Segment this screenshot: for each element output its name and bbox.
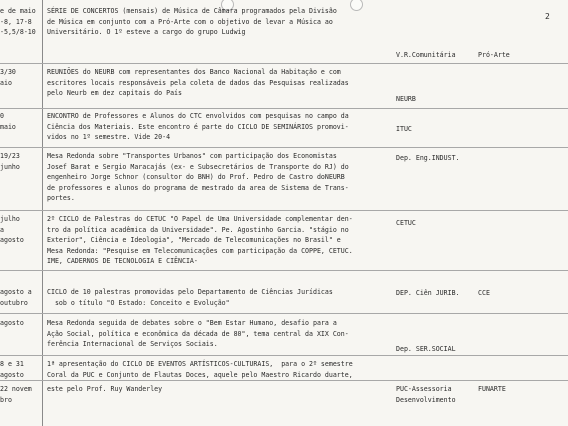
row-description: SÉRIE DE CONCERTOS (mensais) de Música de Câmara programados pela Divisão de Música em conjunto com a Pró-Arte com o objetivo de levar a Música ao Universitário. O 1º esteve a cargo do grupo Ludwig (47, 7, 337, 36)
row-responsible: Dep. SER.SOCIAL (396, 345, 456, 353)
row-description: Mesa Redonda seguida de debates sobre o "Bem Estar Humano, desafio para a Ação Social, política e econômica da década de 80", tema central da XIX Con- ferência Internacional de Serviços Sociais. (47, 319, 349, 348)
row-description: REUNIÕES do NEURB com representantes dos Banco Nacional da Habitação e com escritores locais responsáveis pela coleta de dados das Pesquisas realizadas pelo Neurb em dez capitais do País (47, 68, 349, 97)
row-date: julho a agosto (0, 215, 24, 244)
row-partner: Pró-Arte (478, 51, 510, 59)
row-date: 3/30 aio (0, 68, 16, 87)
row-divider (0, 210, 568, 211)
row-divider (0, 313, 568, 314)
row-date: agosto (0, 319, 24, 327)
row-responsible: DEP. Ciên JURIB. (396, 289, 460, 297)
row-description: ENCONTRO de Professores e Alunos do CTC envolvidos com pesquisas no campo da Ciência dos Materiais. Este encontro é parte do CICLO DE SEMINÁRIOS promovi- vidos no 1º semestre. Vide 20-4 (47, 112, 349, 141)
row-responsible: PUC-Assessoria Desenvolvimento (396, 385, 456, 404)
row-description: Mesa Redonda sobre "Transportes Urbanos" com participação dos Economistas Josef Barat e Sergio Maracajás (ex- e Subsecretários de Transporte do RJ) do engenheiro Jorge Schnor (consultor do BNH) do Prof. Pedro de Castro doNEURB de professores e alunos do programa de mestrado da area de Sistema de Trans- portes. (47, 152, 349, 202)
row-date: 19/23 junho (0, 152, 20, 171)
row-partner: FUNARTE (478, 385, 506, 393)
row-divider (0, 63, 568, 64)
row-responsible: CETUC (396, 219, 416, 227)
row-responsible: V.R.Comunitária (396, 51, 456, 59)
row-divider (0, 380, 568, 381)
row-responsible: NEURB (396, 95, 416, 103)
row-description: 2º CICLO de Palestras do CETUC "O Papel de Uma Universidade complementar den- tro da política acadêmica da Universidade". Pe. Agostinho Garcia. "stágio no Exterior", Ciência e Ideologia", "Mercado de Telecomunicações no Brasil" e Mesa Redonda: "Pesquise em Telecomunicações com participação da COPPE, CETUC. IME, CADERNOS DE TECNOLOGIA E CIÊNCIA- (47, 215, 353, 265)
row-date: 0 maio (0, 112, 16, 131)
row-date: e de maio -8, 17-8 -5,5/8-10 (0, 7, 36, 36)
page-number: 2 (545, 12, 550, 21)
row-description: este pelo Prof. Ruy Wanderley (47, 385, 163, 393)
row-divider (0, 108, 568, 109)
row-date: agosto a outubro (0, 288, 32, 307)
row-partner: CCE (478, 289, 490, 297)
row-description: CICLO de 10 palestras promovidas pelo Departamento de Ciências Jurídicas sob o título "O Estado: Conceito e Evolução" (47, 288, 333, 307)
row-divider (0, 355, 568, 356)
row-responsible: Dep. Eng.INDUST. (396, 154, 460, 162)
row-divider (0, 147, 568, 148)
row-date: 22 novem bro (0, 385, 32, 404)
row-responsible: ITUC (396, 125, 412, 133)
row-description: 1ª apresentação do CICLO DE EVENTOS ARTÍSTICOS-CULTURAIS, para o 2º semestre Coral da PUC e Conjunto de Flautas Doces, aquele pelo Maestro Ricardo duarte, (47, 360, 353, 379)
row-date: 8 e 31 agosto (0, 360, 24, 379)
row-divider (0, 270, 568, 271)
